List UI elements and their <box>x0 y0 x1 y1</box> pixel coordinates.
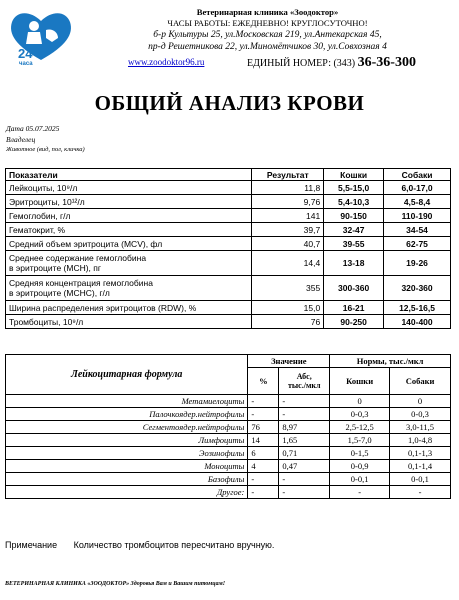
table-row <box>6 421 451 434</box>
cell-result: 40,7 <box>252 237 324 251</box>
cell-cats: 5,5-15,0 <box>324 181 384 195</box>
phone-number: 36-36-300 <box>357 55 416 70</box>
cell-name: Другое: <box>6 486 248 499</box>
date-field: Дата 05.07.2025 <box>6 124 60 133</box>
table-row <box>6 395 451 408</box>
address-line-1: б-р Культуры 25, ул.Московская 219, ул.Антекарская 45, <box>153 30 382 40</box>
cell-abs: 0,71 <box>279 447 330 460</box>
cell-abs: 0,47 <box>279 460 330 473</box>
cell-name: Тромбоциты, 10⁹/л <box>6 315 252 329</box>
cell-name: Лейкоциты, 10⁹/л <box>6 181 252 195</box>
cell-cats: 32-47 <box>324 223 384 237</box>
cell-cats: 0 <box>330 395 390 408</box>
cell-cats: 0-0,9 <box>330 460 390 473</box>
cell-name: Эритроциты, 10¹²/л <box>6 195 252 209</box>
cell-name: Метамиелоциты <box>6 395 248 408</box>
cell-pct: - <box>248 473 279 486</box>
cell-name: Моноциты <box>6 460 248 473</box>
clinic-logo <box>6 8 76 66</box>
cell-dogs: 0 <box>390 395 451 408</box>
blood-indices-table <box>5 168 451 329</box>
cell-cats: 90-150 <box>324 209 384 223</box>
cell-pct: - <box>248 395 279 408</box>
cell-cats: 0-0,3 <box>330 408 390 421</box>
table-row <box>6 181 451 195</box>
cell-result: 11,8 <box>252 181 324 195</box>
value-header: Значение <box>248 355 330 368</box>
address-line-2: пр-д Решетникова 22, ул.Миномётчиков 30, ул.Совхозная 4 <box>148 42 387 52</box>
cell-cats: 0-0,1 <box>330 473 390 486</box>
table-row <box>6 473 451 486</box>
cell-name: Средняя концентрация гемоглобина в эритроците (MCHC), г/л <box>6 276 252 301</box>
cell-dogs: 34-54 <box>384 223 451 237</box>
cell-dogs: 1,0-4,8 <box>390 434 451 447</box>
cell-name: Гемоглобин, г/л <box>6 209 252 223</box>
cell-name: Базофилы <box>6 473 248 486</box>
cell-name: Средний объем эритроцита (MCV), фл <box>6 237 252 251</box>
cell-cats: 5,4-10,3 <box>324 195 384 209</box>
table-row <box>6 251 451 276</box>
cell-dogs: 12,5-16,5 <box>384 301 451 315</box>
table-row <box>6 237 451 251</box>
header-indicator: Показатели <box>6 169 252 181</box>
cell-result: 76 <box>252 315 324 329</box>
table-header-row <box>6 169 451 181</box>
logo-sub-text: часа <box>19 61 33 66</box>
website-link[interactable]: www.zoodoktor96.ru <box>128 57 205 67</box>
table-row <box>6 223 451 237</box>
formula-header-row-1 <box>6 355 451 368</box>
dogs-norm-header: Собаки <box>390 368 451 395</box>
cell-pct: 76 <box>248 421 279 434</box>
cell-dogs: - <box>390 486 451 499</box>
pct-header: % <box>248 368 279 395</box>
cell-result: 9,76 <box>252 195 324 209</box>
cell-cats: 16-21 <box>324 301 384 315</box>
page-title: ОБЩИЙ АНАЛИЗ КРОВИ <box>94 91 365 115</box>
cell-pct: - <box>248 486 279 499</box>
note-text: Количество тромбоцитов пересчитано вручную. <box>73 540 275 550</box>
cell-name: Палочкоядер.нейтрофилы <box>6 408 248 421</box>
cell-abs: - <box>279 408 330 421</box>
cell-dogs: 6,0-17,0 <box>384 181 451 195</box>
header-dogs: Собаки <box>384 169 451 181</box>
cell-result: 141 <box>252 209 324 223</box>
table-row <box>6 434 451 447</box>
table-row <box>6 195 451 209</box>
cell-dogs: 3,0-11,5 <box>390 421 451 434</box>
cell-cats: 1,5-7,0 <box>330 434 390 447</box>
note-label: Примечание <box>5 540 58 550</box>
header-cats: Кошки <box>324 169 384 181</box>
phone-block <box>247 55 416 71</box>
clinic-name: Ветеринарная клиника «Зоодоктор» <box>196 7 339 17</box>
abs-header: Абс, тыс./мкл <box>279 368 330 395</box>
cell-abs: - <box>279 486 330 499</box>
cell-result: 39,7 <box>252 223 324 237</box>
cell-name: Эозинофилы <box>6 447 248 460</box>
cell-dogs: 0,1-1,3 <box>390 447 451 460</box>
table-row <box>6 408 451 421</box>
cell-name: Сегментоядер.нейтрофилы <box>6 421 248 434</box>
cell-pct: 14 <box>248 434 279 447</box>
cats-norm-header: Кошки <box>330 368 390 395</box>
table-row <box>6 315 451 329</box>
cell-dogs: 0-0,3 <box>390 408 451 421</box>
animal-field: Животное (вид, пол, кличка) <box>6 146 85 153</box>
cell-abs: 8,97 <box>279 421 330 434</box>
table-row <box>6 301 451 315</box>
norms-header: Нормы, тыс./мкл <box>330 355 451 368</box>
cell-dogs: 140-400 <box>384 315 451 329</box>
cell-dogs: 0-0,1 <box>390 473 451 486</box>
cell-name: Ширина распределения эритроцитов (RDW), % <box>6 301 252 315</box>
table-row <box>6 447 451 460</box>
owner-field: Владелец <box>6 135 36 144</box>
cell-abs: - <box>279 473 330 486</box>
footer-text: ВЕТЕРИНАРНАЯ КЛИНИКА «ЗООДОКТОР» Здоровья Вам и Вашим питомцам! <box>5 581 226 587</box>
table-row <box>6 209 451 223</box>
cell-abs: 1,65 <box>279 434 330 447</box>
cell-dogs: 110-190 <box>384 209 451 223</box>
cell-dogs: 19-26 <box>384 251 451 276</box>
cell-abs: - <box>279 395 330 408</box>
cell-pct: 4 <box>248 460 279 473</box>
cell-dogs: 4,5-8,4 <box>384 195 451 209</box>
cell-pct: 6 <box>248 447 279 460</box>
cell-result: 15,0 <box>252 301 324 315</box>
cell-result: 14,4 <box>252 251 324 276</box>
logo-24-text: 24 <box>18 46 33 61</box>
cell-cats: 0-1,5 <box>330 447 390 460</box>
leukocyte-formula-table <box>5 354 451 499</box>
cell-dogs: 320-360 <box>384 276 451 301</box>
cell-cats: 39-55 <box>324 237 384 251</box>
cell-cats: 13-18 <box>324 251 384 276</box>
cell-dogs: 62-75 <box>384 237 451 251</box>
cell-pct: - <box>248 408 279 421</box>
formula-title: Лейкоцитарная формула <box>6 355 248 395</box>
table-row <box>6 460 451 473</box>
cell-cats: 90-250 <box>324 315 384 329</box>
header-result: Результат <box>252 169 324 181</box>
work-hours: ЧАСЫ РАБОТЫ: ЕЖЕДНЕВНО! КРУГЛОСУТОЧНО! <box>167 18 368 28</box>
cell-name: Среднее содержание гемоглобина в эритроците (MCH), пг <box>6 251 252 276</box>
cell-result: 355 <box>252 276 324 301</box>
table-row <box>6 276 451 301</box>
cell-dogs: 0,1-1,4 <box>390 460 451 473</box>
cell-cats: - <box>330 486 390 499</box>
table-row <box>6 486 451 499</box>
note <box>5 540 274 550</box>
cell-cats: 2,5-12,5 <box>330 421 390 434</box>
cell-cats: 300-360 <box>324 276 384 301</box>
phone-label: ЕДИНЫЙ НОМЕР: (343) <box>247 58 356 69</box>
cell-name: Гематокрит, % <box>6 223 252 237</box>
cell-name: Лимфоциты <box>6 434 248 447</box>
